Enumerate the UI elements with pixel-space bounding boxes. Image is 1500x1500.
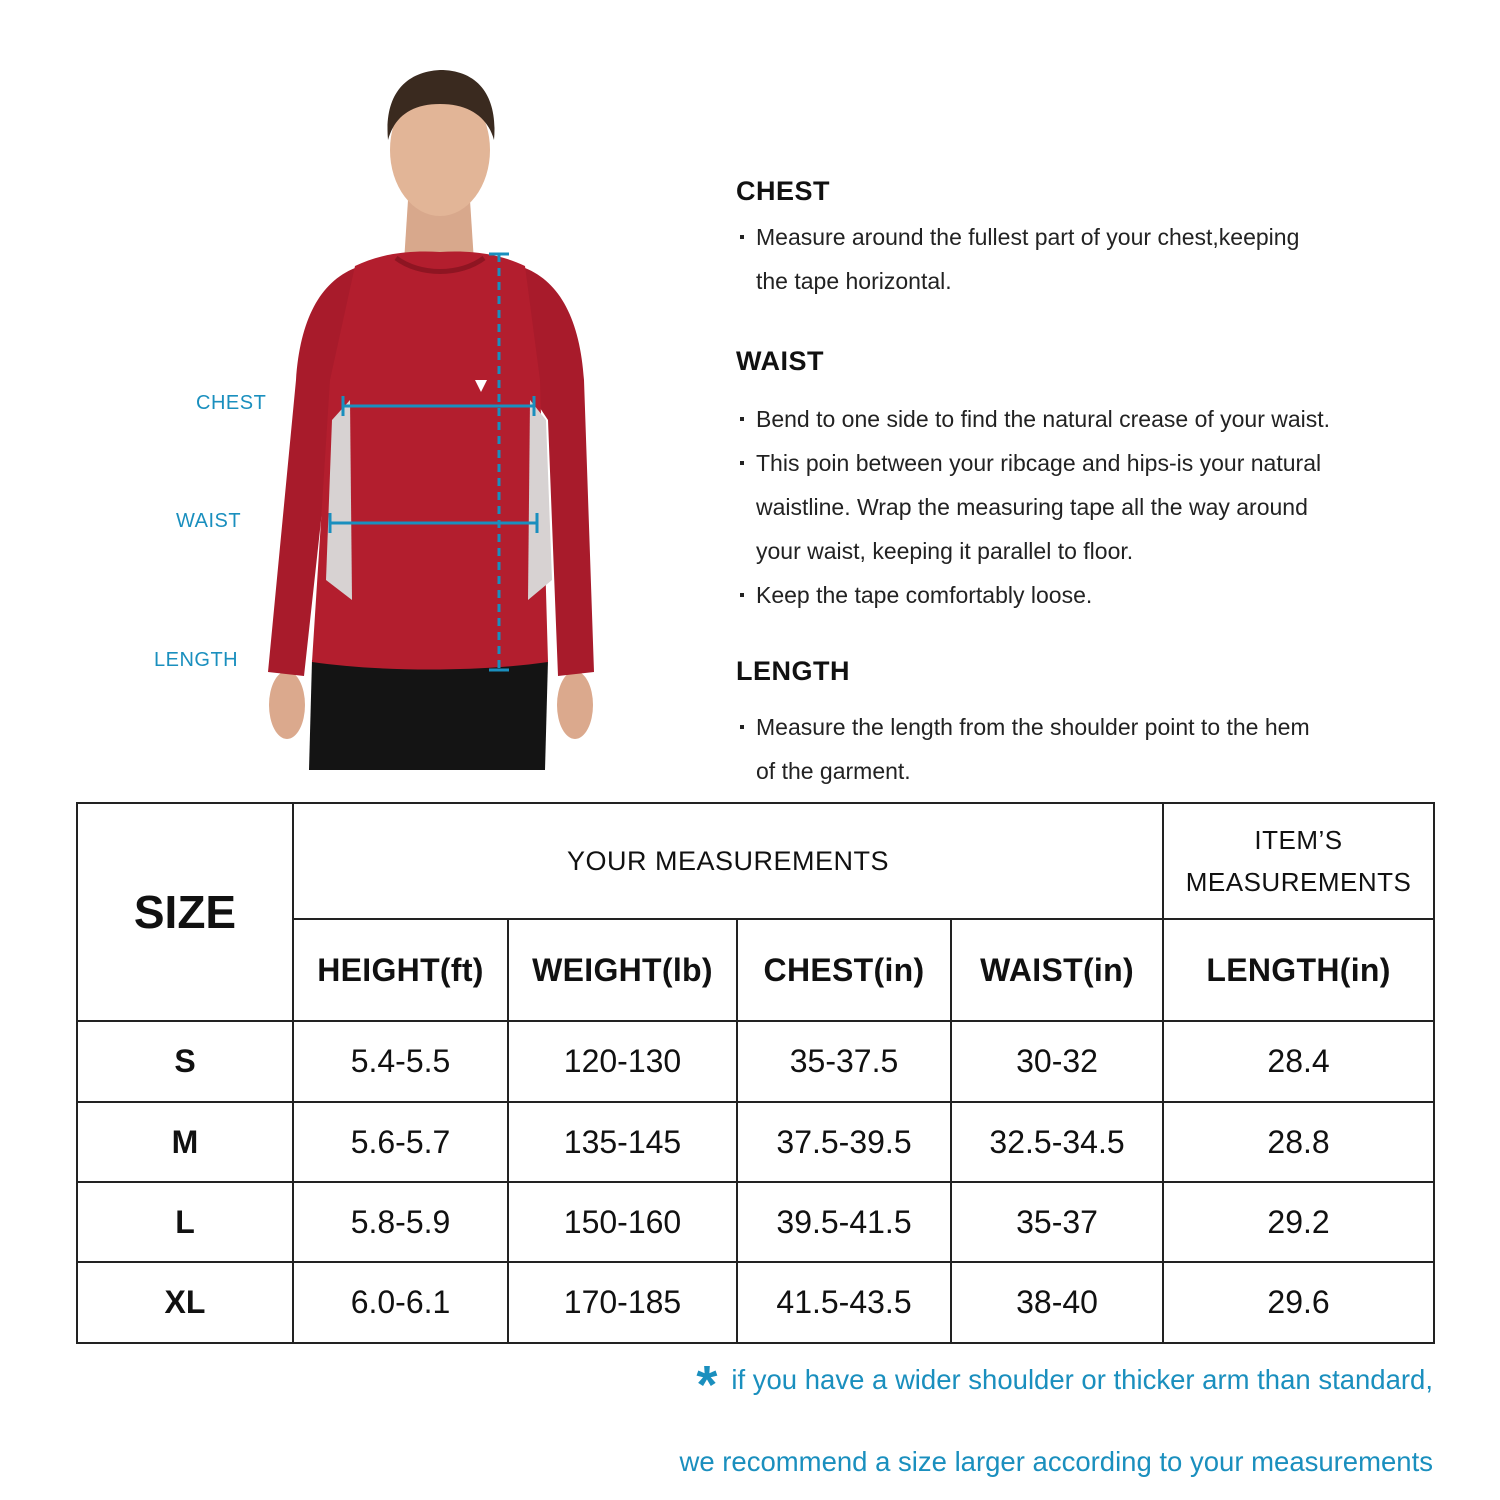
- length-cell: 28.8: [1163, 1102, 1434, 1182]
- chest-guide-title: CHEST: [736, 176, 831, 206]
- table-row: [77, 1021, 1434, 1102]
- size-header: SIZE: [77, 803, 293, 1021]
- column-header-weight: WEIGHT(lb): [508, 919, 737, 1021]
- chest-guide-point-cont: the tape horizontal.: [756, 268, 952, 294]
- waist-guide: [736, 346, 1436, 617]
- waist-guide-point: Bend to one side to find the natural crease of your waist.: [736, 397, 1406, 441]
- height-cell: 5.8-5.9: [293, 1182, 508, 1262]
- table-row: [77, 1262, 1434, 1343]
- chest-cell: 39.5-41.5: [737, 1182, 951, 1262]
- column-header-height: HEIGHT(ft): [293, 919, 508, 1021]
- fit-note-text1: if you have a wider shoulder or thicker arm than standard,: [731, 1364, 1433, 1395]
- height-cell: 5.4-5.5: [293, 1021, 508, 1102]
- chest-cell: 37.5-39.5: [737, 1102, 951, 1182]
- table-row: [77, 1182, 1434, 1262]
- weight-cell: 170-185: [508, 1262, 737, 1343]
- chest-cell: 41.5-43.5: [737, 1262, 951, 1343]
- waist-guide-point-cont: your waist, keeping it parallel to floor.: [756, 538, 1134, 564]
- chest-guide-point: Measure around the fullest part of your chest,keeping: [736, 215, 1406, 259]
- length-cell: 29.2: [1163, 1182, 1434, 1262]
- waist-cell: 38-40: [951, 1262, 1163, 1343]
- pants-shape: [309, 660, 548, 770]
- chest-guide-list: [736, 215, 1436, 303]
- length-cell: 28.4: [1163, 1021, 1434, 1102]
- waist-guide-point-cont: waistline. Wrap the measuring tape all the way around: [756, 494, 1308, 520]
- model-illustration: [0, 0, 720, 790]
- waist-cell: 30-32: [951, 1021, 1163, 1102]
- waist-label: WAIST: [176, 510, 242, 532]
- height-cell: 5.6-5.7: [293, 1102, 508, 1182]
- fit-note-line2: [679, 1446, 1433, 1478]
- right-hand-shape: [557, 671, 593, 739]
- waist-guide-point: This poin between your ribcage and hips-is your natural: [736, 441, 1406, 485]
- your-measurements-header: YOUR MEASUREMENTS: [293, 803, 1163, 919]
- model-figure: [0, 0, 720, 790]
- chest-guide: [736, 176, 1436, 303]
- length-guide-point: Measure the length from the shoulder point to the hem: [736, 705, 1406, 749]
- fit-note-text2: we recommend a size larger according to your measurements: [679, 1446, 1433, 1477]
- left-hand-shape: [269, 671, 305, 739]
- waist-guide-list: [736, 397, 1436, 617]
- items-measurements-header: [1163, 803, 1434, 919]
- length-label: LENGTH: [154, 649, 239, 671]
- size-cell: M: [77, 1102, 293, 1182]
- size-cell: L: [77, 1182, 293, 1262]
- length-guide-point-cont: of the garment.: [756, 758, 911, 784]
- items-measurements-line1: ITEM’S: [1254, 825, 1343, 855]
- length-cell: 29.6: [1163, 1262, 1434, 1343]
- chest-cell: 35-37.5: [737, 1021, 951, 1102]
- weight-cell: 135-145: [508, 1102, 737, 1182]
- table-row: [77, 1102, 1434, 1182]
- waist-cell: 32.5-34.5: [951, 1102, 1163, 1182]
- waist-guide-title: WAIST: [736, 346, 824, 376]
- fit-note-line1: [696, 1354, 1433, 1416]
- chest-label: CHEST: [196, 392, 267, 414]
- table-group-header-row: [77, 803, 1434, 919]
- weight-cell: 150-160: [508, 1182, 737, 1262]
- column-header-chest: CHEST(in): [737, 919, 951, 1021]
- length-guide: [736, 656, 1436, 793]
- size-cell: S: [77, 1021, 293, 1102]
- length-guide-list: [736, 705, 1436, 793]
- column-header-waist: WAIST(in): [951, 919, 1163, 1021]
- size-chart-table: [76, 802, 1435, 1344]
- length-guide-title: LENGTH: [736, 656, 850, 686]
- column-header-length: LENGTH(in): [1163, 919, 1434, 1021]
- height-cell: 6.0-6.1: [293, 1262, 508, 1343]
- weight-cell: 120-130: [508, 1021, 737, 1102]
- items-measurements-line2: MEASUREMENTS: [1185, 867, 1412, 897]
- size-cell: XL: [77, 1262, 293, 1343]
- waist-guide-point: Keep the tape comfortably loose.: [736, 573, 1406, 617]
- waist-cell: 35-37: [951, 1182, 1163, 1262]
- asterisk-icon: *: [696, 1355, 718, 1415]
